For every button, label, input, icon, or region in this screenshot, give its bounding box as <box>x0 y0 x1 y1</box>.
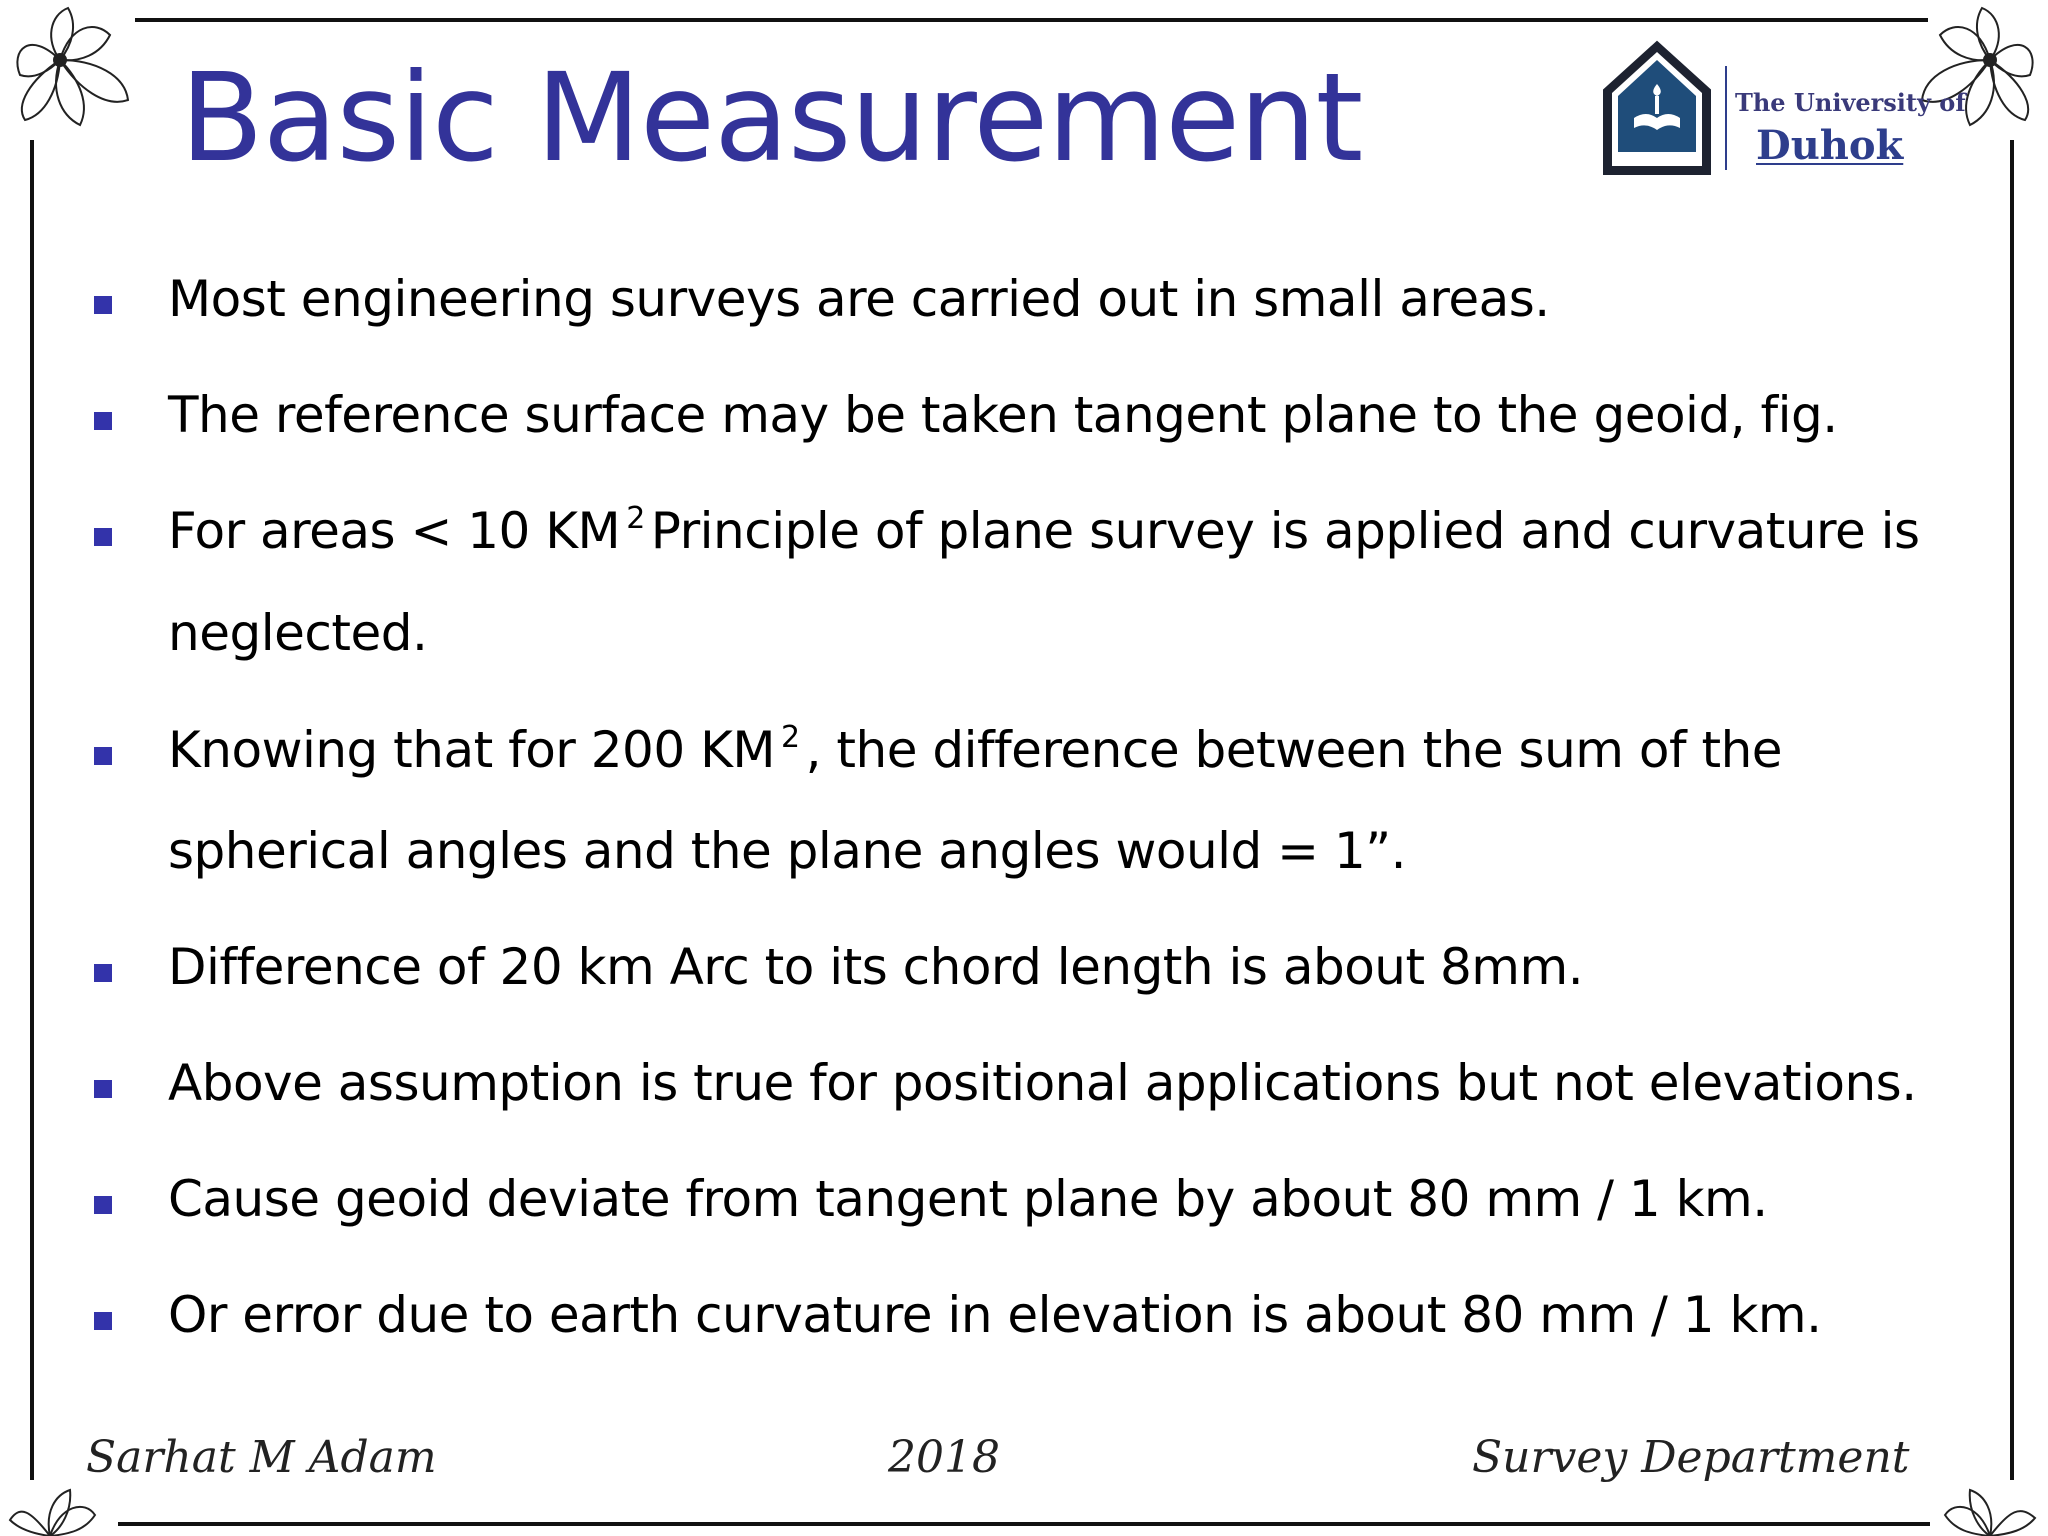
bullet-text: Most engineering surveys are carried out in small areas. <box>168 270 1550 328</box>
footer-author: Sarhat M Adam <box>86 1432 437 1483</box>
bullet-item <box>168 248 2008 350</box>
flower-ornament-bottom-left <box>10 1490 95 1536</box>
bullet-marker <box>94 412 112 430</box>
bullet-text: Or error due to earth curvature in elevation is about 80 mm / 1 km. <box>168 1286 1822 1344</box>
bullet-marker <box>94 964 112 982</box>
bullet-text-part: , the difference between the sum of the <box>805 721 1783 779</box>
bullet-item-continuation <box>168 582 2008 684</box>
bullet-text: The reference surface may be taken tangent plane to the geoid, fig. <box>168 386 1838 444</box>
bullet-item <box>168 1148 2008 1250</box>
bullet-text-line2: spherical angles and the plane angles would = 1”. <box>168 822 1407 880</box>
bullet-item <box>168 364 2008 466</box>
bullet-marker <box>94 1312 112 1330</box>
flower-ornament-bottom-right <box>1945 1490 2035 1536</box>
bullet-item <box>168 480 2008 590</box>
bullet-marker <box>94 1196 112 1214</box>
bullet-item <box>168 916 2008 1018</box>
footer-department: Survey Department <box>1472 1432 1910 1483</box>
bullet-text-part: Principle of plane survey is applied and curvature is <box>650 502 1920 560</box>
bullet-text: Difference of 20 km Arc to its chord length is about 8mm. <box>168 938 1584 996</box>
superscript: 2 <box>626 501 645 536</box>
bullet-item <box>168 699 2008 809</box>
bullet-item <box>168 1032 2008 1134</box>
logo-university-label: The University of <box>1735 88 1966 117</box>
bullet-marker <box>94 747 112 765</box>
bullet-text-line2: neglected. <box>168 604 428 662</box>
bullet-item <box>168 1264 2008 1366</box>
bullet-marker <box>94 1080 112 1098</box>
logo-university-name: Duhok <box>1756 122 1904 169</box>
university-seal-icon <box>1604 42 1710 174</box>
bullet-marker <box>94 528 112 546</box>
superscript: 2 <box>781 720 800 755</box>
bullet-text-part: For areas < 10 KM <box>168 502 621 560</box>
bullet-marker <box>94 296 112 314</box>
bullet-text: Above assumption is true for positional applications but not elevations. <box>168 1054 1917 1112</box>
flower-ornament-top-left <box>17 8 128 125</box>
footer-year: 2018 <box>888 1432 1000 1483</box>
bullet-text-part: Knowing that for 200 KM <box>168 721 776 779</box>
slide-title: Basic Measurement <box>180 47 1363 189</box>
bullet-text: Cause geoid deviate from tangent plane by about 80 mm / 1 km. <box>168 1170 1768 1228</box>
bullet-item-continuation <box>168 800 2008 902</box>
